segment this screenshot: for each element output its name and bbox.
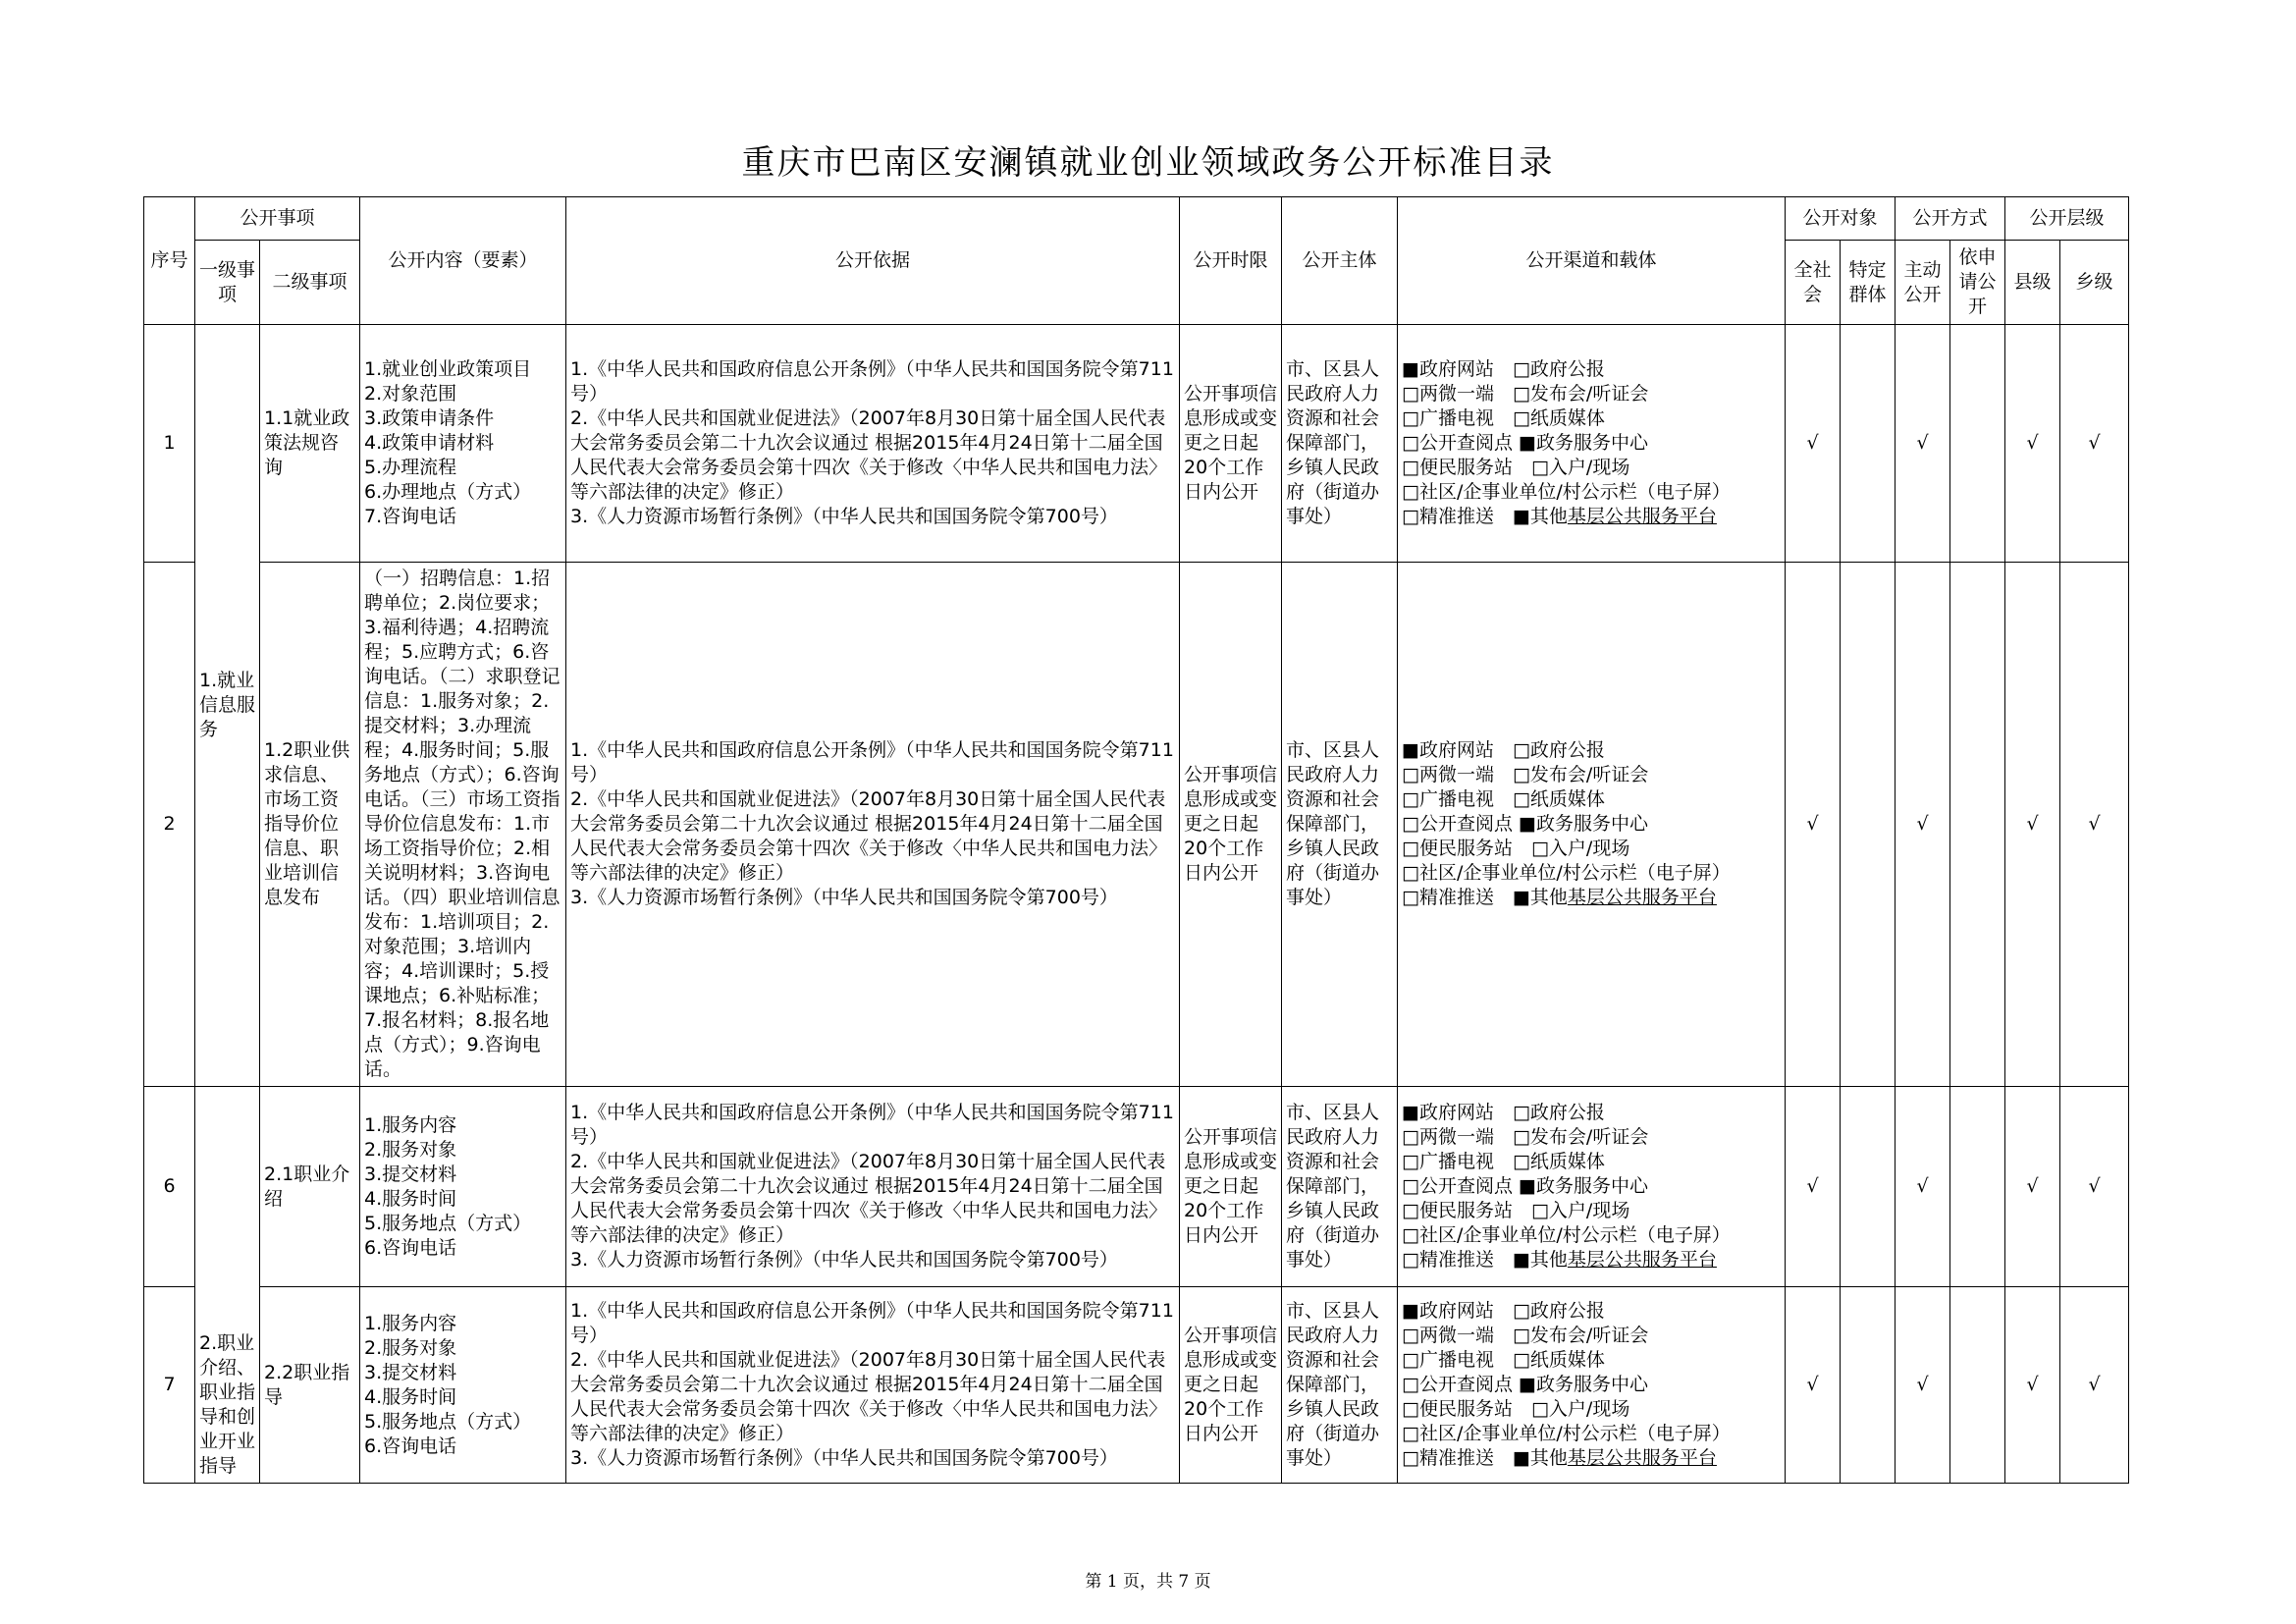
channel-line: □广播电视 □纸质媒体 [1402, 788, 1605, 810]
channel-line: ■政府网站 □政府公报 [1402, 739, 1605, 761]
header-deadline: 公开时限 [1180, 197, 1282, 325]
channel-line: □广播电视 □纸质媒体 [1402, 1349, 1605, 1371]
header-subject: 公开主体 [1282, 197, 1398, 325]
channel-other-value: 基层公共服务平台 [1567, 506, 1717, 527]
level2-item: 2.2职业指导 [260, 1287, 360, 1484]
basis-line: 2.《中华人民共和国就业促进法》（2007年8月30日第十届全国人民代表大会常务委员会第二十九次会议通过 根据2015年4月24日第十二届全国人民代表大会常务委员会第十四次《关于修改〈中华人民共和国电力法〉等六部法律的决定》修正） [570, 407, 1168, 503]
channel-line: □社区/企事业单位/村公示栏（电子屏） [1402, 1423, 1731, 1444]
channel-line: ■政府网站 □政府公报 [1402, 1102, 1605, 1123]
subject-cell: 市、区县人民政府人力资源和社会保障部门，乡镇人民政府（街道办事处） [1282, 563, 1398, 1087]
content-line: 2.对象范围 [364, 383, 457, 405]
header-basis: 公开依据 [566, 197, 1180, 325]
content-line: 5.服务地点（方式） [364, 1410, 532, 1433]
header-method-apply: 依申请公开 [1950, 241, 2005, 325]
check-active: √ [1896, 563, 1950, 1087]
channel-line: □公开查阅点 ■政务服务中心 [1402, 813, 1648, 835]
basis-line: 1.《中华人民共和国政府信息公开条例》（中华人民共和国国务院令第711号） [570, 358, 1174, 405]
content-cell [360, 1287, 566, 1484]
basis-line: 1.《中华人民共和国政府信息公开条例》（中华人民共和国国务院令第711号） [570, 1300, 1174, 1346]
header-target: 公开对象 [1786, 197, 1896, 241]
channel-line [1402, 1248, 1781, 1272]
basis-cell [566, 1087, 1180, 1287]
channel-line: □广播电视 □纸质媒体 [1402, 1151, 1605, 1172]
check-town: √ [2060, 325, 2129, 563]
channel-line: □两微一端 □发布会/听证会 [1402, 1126, 1649, 1148]
basis-line: 3.《人力资源市场暂行条例》（中华人民共和国国务院令第700号） [570, 887, 1118, 908]
content-line: 2.服务对象 [364, 1336, 457, 1359]
check-town: √ [2060, 1287, 2129, 1484]
channel-line: □便民服务站 □入户/现场 [1402, 838, 1630, 859]
content-line: 4.政策申请材料 [364, 432, 495, 454]
channel-line: □社区/企事业单位/村公示栏（电子屏） [1402, 481, 1731, 503]
basis-line: 2.《中华人民共和国就业促进法》（2007年8月30日第十届全国人民代表大会常务委员会第二十九次会议通过 根据2015年4月24日第十二届全国人民代表大会常务委员会第十四次《关于修改〈中华人民共和国电力法〉等六部法律的决定》修正） [570, 788, 1168, 884]
table-row [144, 563, 2129, 1087]
header-target-specific: 特定群体 [1841, 241, 1896, 325]
channel-line: ■政府网站 □政府公报 [1402, 358, 1605, 380]
channel-other-label: □精准推送 ■其他 [1402, 1249, 1568, 1271]
header-level-county: 县级 [2005, 241, 2060, 325]
check-town: √ [2060, 1087, 2129, 1287]
content-line: 1.服务内容 [364, 1113, 457, 1136]
check-all: √ [1786, 563, 1841, 1087]
row-seq: 6 [144, 1087, 195, 1287]
catalog-table [143, 196, 2129, 1484]
check-apply [1950, 1287, 2005, 1484]
channel-other-label: □精准推送 ■其他 [1402, 506, 1568, 527]
check-specific [1841, 563, 1896, 1087]
content-line: 3.提交材料 [364, 1361, 457, 1383]
basis-line: 2.《中华人民共和国就业促进法》（2007年8月30日第十届全国人民代表大会常务委员会第二十九次会议通过 根据2015年4月24日第十二届全国人民代表大会常务委员会第十四次《关于修改〈中华人民共和国电力法〉等六部法律的决定》修正） [570, 1151, 1168, 1246]
channel-other-value: 基层公共服务平台 [1567, 1249, 1717, 1271]
channel-line: □两微一端 □发布会/听证会 [1402, 764, 1649, 785]
channel-line: □便民服务站 □入户/现场 [1402, 1200, 1630, 1221]
channel-cell [1398, 325, 1786, 563]
channel-line: □便民服务站 □入户/现场 [1402, 457, 1630, 478]
header-level1: 一级事项 [195, 241, 260, 325]
header-seq: 序号 [144, 197, 195, 325]
basis-line: 3.《人力资源市场暂行条例》（中华人民共和国国务院令第700号） [570, 506, 1118, 527]
check-active: √ [1896, 1287, 1950, 1484]
content-line: 1.服务内容 [364, 1312, 457, 1334]
level1-item: 2.职业介绍、职业指导和创业开业指导 [195, 1087, 260, 1484]
check-apply [1950, 563, 2005, 1087]
basis-line: 2.《中华人民共和国就业促进法》（2007年8月30日第十届全国人民代表大会常务委员会第二十九次会议通过 根据2015年4月24日第十二届全国人民代表大会常务委员会第十四次《关于修改〈中华人民共和国电力法〉等六部法律的决定》修正） [570, 1349, 1168, 1444]
deadline-cell: 公开事项信息形成或变更之日起20个工作日内公开 [1180, 325, 1282, 563]
basis-line: 3.《人力资源市场暂行条例》（中华人民共和国国务院令第700号） [570, 1447, 1118, 1469]
check-all: √ [1786, 325, 1841, 563]
basis-line: 1.《中华人民共和国政府信息公开条例》（中华人民共和国国务院令第711号） [570, 739, 1174, 785]
channel-line: □便民服务站 □入户/现场 [1402, 1398, 1630, 1420]
basis-line: 1.《中华人民共和国政府信息公开条例》（中华人民共和国国务院令第711号） [570, 1102, 1174, 1148]
check-all: √ [1786, 1287, 1841, 1484]
channel-other-value: 基层公共服务平台 [1567, 887, 1717, 908]
page-footer: 第 1 页，共 7 页 [1085, 1572, 1211, 1592]
check-specific [1841, 325, 1896, 563]
basis-cell [566, 325, 1180, 563]
level1-item: 1.就业信息服务 [195, 325, 260, 1087]
check-specific [1841, 1087, 1896, 1287]
channel-cell [1398, 1287, 1786, 1484]
header-level: 公开层级 [2005, 197, 2129, 241]
check-apply [1950, 1087, 2005, 1287]
content-line: 7.咨询电话 [364, 506, 457, 527]
row-seq: 7 [144, 1287, 195, 1484]
header-method: 公开方式 [1896, 197, 2005, 241]
row-seq: 2 [144, 563, 195, 1087]
header-level2: 二级事项 [260, 241, 360, 325]
check-apply [1950, 325, 2005, 563]
header-channel: 公开渠道和载体 [1398, 197, 1786, 325]
channel-line: □公开查阅点 ■政务服务中心 [1402, 1374, 1648, 1395]
row-seq: 1 [144, 325, 195, 563]
deadline-cell: 公开事项信息形成或变更之日起20个工作日内公开 [1180, 1287, 1282, 1484]
check-county: √ [2005, 1087, 2060, 1287]
content-line: 4.服务时间 [364, 1187, 457, 1210]
channel-line: □社区/企事业单位/村公示栏（电子屏） [1402, 1224, 1731, 1246]
content-cell [360, 325, 566, 563]
level2-item: 1.1就业政策法规咨询 [260, 325, 360, 563]
channel-line: □两微一端 □发布会/听证会 [1402, 1325, 1649, 1346]
content-line: 5.办理流程 [364, 457, 457, 478]
content-line: 3.提交材料 [364, 1163, 457, 1185]
channel-other-value: 基层公共服务平台 [1567, 1447, 1717, 1469]
check-active: √ [1896, 325, 1950, 563]
header-target-all: 全社会 [1786, 241, 1841, 325]
check-active: √ [1896, 1087, 1950, 1287]
header-method-active: 主动公开 [1896, 241, 1950, 325]
level2-item: 2.1职业介绍 [260, 1087, 360, 1287]
basis-cell [566, 1287, 1180, 1484]
channel-line [1402, 1446, 1781, 1471]
check-specific [1841, 1287, 1896, 1484]
content-line: 1.就业创业政策项目 [364, 358, 532, 380]
subject-cell: 市、区县人民政府人力资源和社会保障部门，乡镇人民政府（街道办事处） [1282, 1087, 1398, 1287]
channel-line: ■政府网站 □政府公报 [1402, 1300, 1605, 1322]
basis-line: 3.《人力资源市场暂行条例》（中华人民共和国国务院令第700号） [570, 1249, 1118, 1271]
table-row [144, 1087, 2129, 1287]
level2-item: 1.2职业供求信息、市场工资指导价位信息、职业培训信息发布 [260, 563, 360, 1087]
check-town: √ [2060, 563, 2129, 1087]
content-line: 3.政策申请条件 [364, 407, 495, 429]
channel-line: □公开查阅点 ■政务服务中心 [1402, 432, 1648, 454]
content-cell [360, 1087, 566, 1287]
check-county: √ [2005, 1287, 2060, 1484]
channel-cell [1398, 563, 1786, 1087]
content-line: 6.咨询电话 [364, 1435, 457, 1457]
check-county: √ [2005, 563, 2060, 1087]
content-line: 5.服务地点（方式） [364, 1212, 532, 1234]
channel-line: □两微一端 □发布会/听证会 [1402, 383, 1649, 405]
channel-other-label: □精准推送 ■其他 [1402, 1447, 1568, 1469]
channel-cell [1398, 1087, 1786, 1287]
header-matters: 公开事项 [195, 197, 360, 241]
content-line: 4.服务时间 [364, 1385, 457, 1408]
channel-line: □广播电视 □纸质媒体 [1402, 407, 1605, 429]
subject-cell: 市、区县人民政府人力资源和社会保障部门，乡镇人民政府（街道办事处） [1282, 1287, 1398, 1484]
table-row [144, 1287, 2129, 1484]
content-line: 6.咨询电话 [364, 1236, 457, 1259]
table-row [144, 325, 2129, 563]
deadline-cell: 公开事项信息形成或变更之日起20个工作日内公开 [1180, 1087, 1282, 1287]
header-content: 公开内容（要素） [360, 197, 566, 325]
basis-cell [566, 563, 1180, 1087]
channel-line [1402, 886, 1781, 910]
deadline-cell: 公开事项信息形成或变更之日起20个工作日内公开 [1180, 563, 1282, 1087]
content-cell: （一）招聘信息：1.招聘单位；2.岗位要求；3.福利待遇；4.招聘流程；5.应聘方式；6.咨询电话。（二）求职登记信息：1.服务对象；2.提交材料；3.办理流程；4.服务时间；5.服务地点（方式）；6.咨询电话。（三）市场工资指导价位信息发布：1.市场工资指导价位；2.相关说明材料；3.咨询电话。（四）职业培训信息发布：1.培训项目；2.对象范围；3.培训内容；4.培训课时；5.授课地点；6.补贴标准；7.报名材料；8.报名地点（方式）；9.咨询电话。 [360, 563, 566, 1087]
channel-line: □社区/企事业单位/村公示栏（电子屏） [1402, 862, 1731, 884]
channel-other-label: □精准推送 ■其他 [1402, 887, 1568, 908]
check-county: √ [2005, 325, 2060, 563]
header-level-town: 乡级 [2060, 241, 2129, 325]
check-all: √ [1786, 1087, 1841, 1287]
channel-line: □公开查阅点 ■政务服务中心 [1402, 1175, 1648, 1197]
content-line: 2.服务对象 [364, 1138, 457, 1161]
content-line: 6.办理地点（方式） [364, 481, 532, 503]
page-title: 重庆市巴南区安澜镇就业创业领域政务公开标准目录 [741, 143, 1555, 183]
channel-line [1402, 505, 1781, 529]
subject-cell: 市、区县人民政府人力资源和社会保障部门，乡镇人民政府（街道办事处） [1282, 325, 1398, 563]
